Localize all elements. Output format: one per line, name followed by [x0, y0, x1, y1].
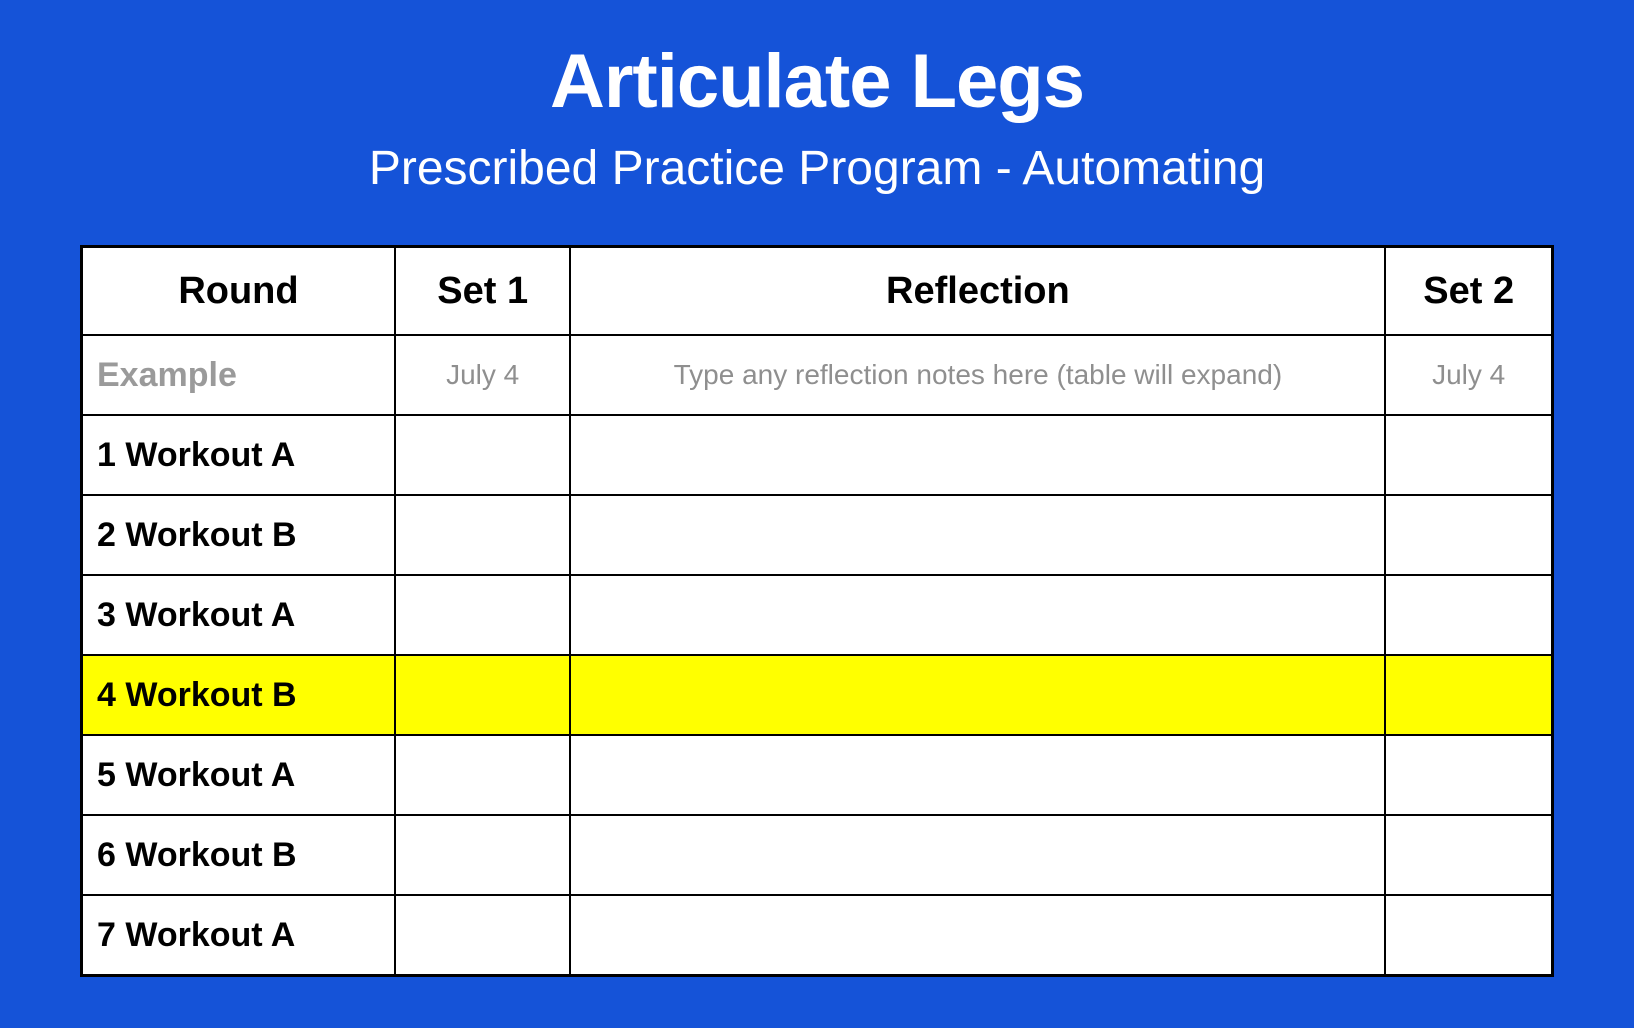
- table-body: [82, 335, 1553, 976]
- page-title: Articulate Legs: [549, 39, 1085, 124]
- page-subtitle: Prescribed Practice Program - Automating: [368, 141, 1266, 195]
- set1-cell[interactable]: [395, 815, 571, 895]
- table-row: [82, 575, 1553, 655]
- reflection-cell[interactable]: Type any reflection notes here (table will expand): [570, 335, 1385, 415]
- reflection-cell[interactable]: [570, 735, 1385, 815]
- set1-cell[interactable]: [395, 735, 571, 815]
- table-header-row: [82, 247, 1553, 336]
- set2-cell[interactable]: [1385, 815, 1552, 895]
- set2-cell[interactable]: [1385, 495, 1552, 575]
- table-header: [82, 247, 1553, 336]
- column-header-set1: Set 1: [395, 247, 571, 336]
- set1-cell[interactable]: [395, 575, 571, 655]
- table-row: [82, 495, 1553, 575]
- reflection-cell[interactable]: [570, 895, 1385, 976]
- set2-cell[interactable]: [1385, 655, 1552, 735]
- table-row: [82, 335, 1553, 415]
- reflection-cell[interactable]: [570, 815, 1385, 895]
- set2-cell[interactable]: July 4: [1385, 335, 1552, 415]
- table-row: [82, 895, 1553, 976]
- reflection-cell[interactable]: [570, 495, 1385, 575]
- column-header-round: Round: [82, 247, 395, 336]
- round-cell: 7 Workout A: [82, 895, 395, 976]
- set1-cell[interactable]: [395, 495, 571, 575]
- set1-cell[interactable]: [395, 895, 571, 976]
- page-header: [0, 0, 1634, 197]
- round-cell: 6 Workout B: [82, 815, 395, 895]
- column-header-reflection: Reflection: [570, 247, 1385, 336]
- table-row: [82, 735, 1553, 815]
- set2-cell[interactable]: [1385, 895, 1552, 976]
- set1-cell[interactable]: July 4: [395, 335, 571, 415]
- column-header-set2: Set 2: [1385, 247, 1552, 336]
- program-table: [80, 245, 1554, 977]
- set2-cell[interactable]: [1385, 735, 1552, 815]
- reflection-cell[interactable]: [570, 415, 1385, 495]
- reflection-cell[interactable]: [570, 655, 1385, 735]
- table-row: [82, 815, 1553, 895]
- reflection-cell[interactable]: [570, 575, 1385, 655]
- round-cell: 2 Workout B: [82, 495, 395, 575]
- set2-cell[interactable]: [1385, 415, 1552, 495]
- round-cell: Example: [82, 335, 395, 415]
- set1-cell[interactable]: [395, 415, 571, 495]
- round-cell: 5 Workout A: [82, 735, 395, 815]
- set1-cell[interactable]: [395, 655, 571, 735]
- round-cell: 4 Workout B: [82, 655, 395, 735]
- round-cell: 1 Workout A: [82, 415, 395, 495]
- table-row-highlighted: [82, 655, 1553, 735]
- program-table-container: [80, 245, 1554, 977]
- set2-cell[interactable]: [1385, 575, 1552, 655]
- table-row: [82, 415, 1553, 495]
- round-cell: 3 Workout A: [82, 575, 395, 655]
